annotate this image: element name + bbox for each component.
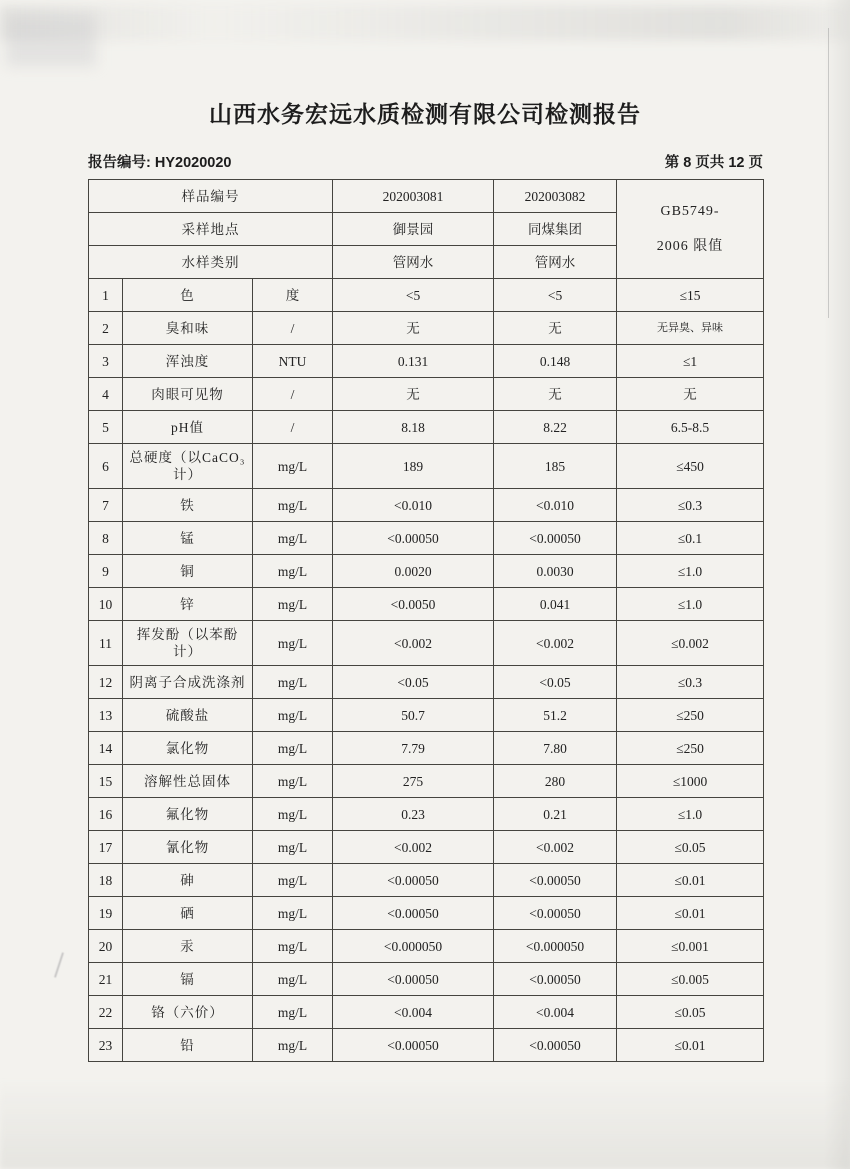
parameter-unit: mg/L [253, 699, 333, 732]
limit-value: 6.5-8.5 [617, 411, 764, 444]
sample2-site: 同煤集团 [494, 213, 617, 246]
parameter-unit: mg/L [253, 963, 333, 996]
sample1-value: <0.002 [333, 621, 494, 666]
row-number: 1 [89, 279, 123, 312]
results-table [88, 179, 764, 1062]
sample2-value: <0.00050 [494, 522, 617, 555]
table-row [89, 444, 764, 489]
limit-value: ≤0.1 [617, 522, 764, 555]
parameter-unit: / [253, 411, 333, 444]
table-row [89, 798, 764, 831]
row-number: 4 [89, 378, 123, 411]
sample2-water-type: 管网水 [494, 246, 617, 279]
limit-value: ≤450 [617, 444, 764, 489]
sample2-value: 无 [494, 312, 617, 345]
parameter-unit: mg/L [253, 996, 333, 1029]
sample2-value: <0.004 [494, 996, 617, 1029]
limit-value: ≤0.05 [617, 831, 764, 864]
parameter-unit: mg/L [253, 621, 333, 666]
sample2-value: <0.00050 [494, 897, 617, 930]
header-row-sample-id [89, 180, 764, 213]
sample1-value: <0.010 [333, 489, 494, 522]
parameter-name: 浑浊度 [123, 345, 253, 378]
row-number: 21 [89, 963, 123, 996]
limit-value: 无异臭、异味 [617, 312, 764, 345]
row-number: 7 [89, 489, 123, 522]
sample1-value: <0.0050 [333, 588, 494, 621]
sample2-value: <0.00050 [494, 963, 617, 996]
scan-artifact-top-shade [0, 6, 850, 40]
limit-value: ≤0.005 [617, 963, 764, 996]
header-label-water-type: 水样类别 [89, 246, 333, 279]
parameter-name: 肉眼可见物 [123, 378, 253, 411]
parameter-name: 硒 [123, 897, 253, 930]
parameter-unit: mg/L [253, 930, 333, 963]
sample1-value: 0.23 [333, 798, 494, 831]
sample2-value: 7.80 [494, 732, 617, 765]
report-number: 报告编号: HY2020020 [88, 155, 232, 171]
sample1-value: 8.18 [333, 411, 494, 444]
report-meta-row [88, 151, 763, 172]
parameter-unit: mg/L [253, 831, 333, 864]
scan-artifact-topleft-smudge [6, 14, 96, 66]
limit-value: ≤1.0 [617, 555, 764, 588]
parameter-unit: mg/L [253, 765, 333, 798]
parameter-name: pH值 [123, 411, 253, 444]
parameter-unit: / [253, 312, 333, 345]
sample2-value: 0.0030 [494, 555, 617, 588]
row-number: 14 [89, 732, 123, 765]
table-row [89, 765, 764, 798]
table-row [89, 666, 764, 699]
sample1-value: <0.05 [333, 666, 494, 699]
row-number: 19 [89, 897, 123, 930]
row-number: 5 [89, 411, 123, 444]
limit-header-text [620, 185, 760, 273]
limit-value: ≤15 [617, 279, 764, 312]
sample1-value: 7.79 [333, 732, 494, 765]
sample2-value: <0.010 [494, 489, 617, 522]
sample2-value: 51.2 [494, 699, 617, 732]
parameter-unit: mg/L [253, 588, 333, 621]
table-row [89, 411, 764, 444]
table-row [89, 963, 764, 996]
parameter-unit: mg/L [253, 522, 333, 555]
limit-column-header [617, 180, 764, 279]
parameter-name: 总硬度（以CaCO₃计） [123, 444, 253, 489]
parameter-name: 色 [123, 279, 253, 312]
table-row [89, 522, 764, 555]
page-indicator: 第 8 页共 12 页 [664, 155, 763, 171]
sample2-value: <0.00050 [494, 864, 617, 897]
limit-value: ≤0.3 [617, 489, 764, 522]
table-row [89, 555, 764, 588]
row-number: 23 [89, 1029, 123, 1062]
table-row [89, 1029, 764, 1062]
table-row [89, 279, 764, 312]
sample2-value: <0.002 [494, 621, 617, 666]
sample1-value: <0.004 [333, 996, 494, 1029]
sample2-value: 185 [494, 444, 617, 489]
sample1-value: <0.00050 [333, 864, 494, 897]
row-number: 22 [89, 996, 123, 1029]
row-number: 15 [89, 765, 123, 798]
sample2-value: 280 [494, 765, 617, 798]
sample1-value: 275 [333, 765, 494, 798]
row-number: 17 [89, 831, 123, 864]
parameter-unit: mg/L [253, 864, 333, 897]
row-number: 3 [89, 345, 123, 378]
parameter-unit: 度 [253, 279, 333, 312]
sample2-id: 202003082 [494, 180, 617, 213]
row-number: 10 [89, 588, 123, 621]
parameter-name: 阴离子合成洗涤剂 [123, 666, 253, 699]
limit-value: 无 [617, 378, 764, 411]
parameter-name: 砷 [123, 864, 253, 897]
sample2-value: <0.000050 [494, 930, 617, 963]
parameter-unit: NTU [253, 345, 333, 378]
limit-value: ≤0.001 [617, 930, 764, 963]
limit-header-line1: GB5749- [660, 204, 720, 219]
parameter-name: 汞 [123, 930, 253, 963]
sample1-value: 无 [333, 312, 494, 345]
parameter-unit: mg/L [253, 666, 333, 699]
sample1-site: 御景园 [333, 213, 494, 246]
sample1-value: <0.00050 [333, 897, 494, 930]
parameter-name: 氰化物 [123, 831, 253, 864]
sample2-value: 无 [494, 378, 617, 411]
parameter-name: 臭和味 [123, 312, 253, 345]
scan-artifact-right-shade [824, 0, 850, 1169]
row-number: 9 [89, 555, 123, 588]
table-row [89, 930, 764, 963]
parameter-unit: mg/L [253, 489, 333, 522]
sample1-value: 50.7 [333, 699, 494, 732]
row-number: 11 [89, 621, 123, 666]
results-table-body [89, 180, 764, 1062]
sample2-value: 0.041 [494, 588, 617, 621]
header-label-sampling-site: 采样地点 [89, 213, 333, 246]
limit-value: ≤0.002 [617, 621, 764, 666]
row-number: 18 [89, 864, 123, 897]
sample1-value: <0.000050 [333, 930, 494, 963]
table-row [89, 345, 764, 378]
parameter-name: 铁 [123, 489, 253, 522]
limit-value: ≤1 [617, 345, 764, 378]
limit-value: ≤1.0 [617, 798, 764, 831]
row-number: 16 [89, 798, 123, 831]
sample1-value: <0.00050 [333, 522, 494, 555]
parameter-unit: mg/L [253, 555, 333, 588]
parameter-name: 铅 [123, 1029, 253, 1062]
sample2-value: <0.00050 [494, 1029, 617, 1062]
parameter-name: 镉 [123, 963, 253, 996]
sample1-value: <5 [333, 279, 494, 312]
sample2-value: 8.22 [494, 411, 617, 444]
table-row [89, 897, 764, 930]
limit-value: ≤0.01 [617, 864, 764, 897]
table-row [89, 489, 764, 522]
scan-artifact-bottom-shade [0, 1079, 850, 1169]
limit-value: ≤0.05 [617, 996, 764, 1029]
limit-value: ≤0.01 [617, 897, 764, 930]
parameter-name: 锌 [123, 588, 253, 621]
sample1-value: <0.002 [333, 831, 494, 864]
parameter-name: 挥发酚（以苯酚计） [123, 621, 253, 666]
limit-value: ≤0.01 [617, 1029, 764, 1062]
parameter-unit: mg/L [253, 897, 333, 930]
parameter-unit: mg/L [253, 732, 333, 765]
table-row [89, 621, 764, 666]
scan-artifact-left-mark [54, 952, 64, 977]
table-row [89, 312, 764, 345]
parameter-unit: / [253, 378, 333, 411]
sample1-value: 0.0020 [333, 555, 494, 588]
sample1-value: <0.00050 [333, 963, 494, 996]
limit-value: ≤0.3 [617, 666, 764, 699]
row-number: 20 [89, 930, 123, 963]
row-number: 13 [89, 699, 123, 732]
limit-value: ≤1000 [617, 765, 764, 798]
sample2-value: <5 [494, 279, 617, 312]
parameter-unit: mg/L [253, 444, 333, 489]
limit-value: ≤1.0 [617, 588, 764, 621]
parameter-name: 硫酸盐 [123, 699, 253, 732]
parameter-name: 铜 [123, 555, 253, 588]
table-row [89, 996, 764, 1029]
parameter-name: 氟化物 [123, 798, 253, 831]
header-label-sample-id: 样品编号 [89, 180, 333, 213]
sample1-water-type: 管网水 [333, 246, 494, 279]
table-row [89, 732, 764, 765]
report-title: 山西水务宏远水质检测有限公司检测报告 [209, 101, 641, 127]
sample1-value: 189 [333, 444, 494, 489]
row-number: 2 [89, 312, 123, 345]
sample1-id: 202003081 [333, 180, 494, 213]
table-row [89, 588, 764, 621]
sample1-value: 0.131 [333, 345, 494, 378]
limit-value: ≤250 [617, 699, 764, 732]
parameter-name: 锰 [123, 522, 253, 555]
table-row [89, 864, 764, 897]
row-number: 6 [89, 444, 123, 489]
parameter-name: 氯化物 [123, 732, 253, 765]
sample2-value: 0.21 [494, 798, 617, 831]
table-row [89, 831, 764, 864]
limit-value: ≤250 [617, 732, 764, 765]
parameter-unit: mg/L [253, 1029, 333, 1062]
sample2-value: <0.05 [494, 666, 617, 699]
table-row [89, 378, 764, 411]
sample2-value: 0.148 [494, 345, 617, 378]
parameter-name: 溶解性总固体 [123, 765, 253, 798]
table-row [89, 699, 764, 732]
limit-header-line2: 2006 限值 [656, 239, 724, 254]
parameter-unit: mg/L [253, 798, 333, 831]
row-number: 8 [89, 522, 123, 555]
sample1-value: <0.00050 [333, 1029, 494, 1062]
sample2-value: <0.002 [494, 831, 617, 864]
parameter-name: 铬（六价） [123, 996, 253, 1029]
row-number: 12 [89, 666, 123, 699]
sample1-value: 无 [333, 378, 494, 411]
